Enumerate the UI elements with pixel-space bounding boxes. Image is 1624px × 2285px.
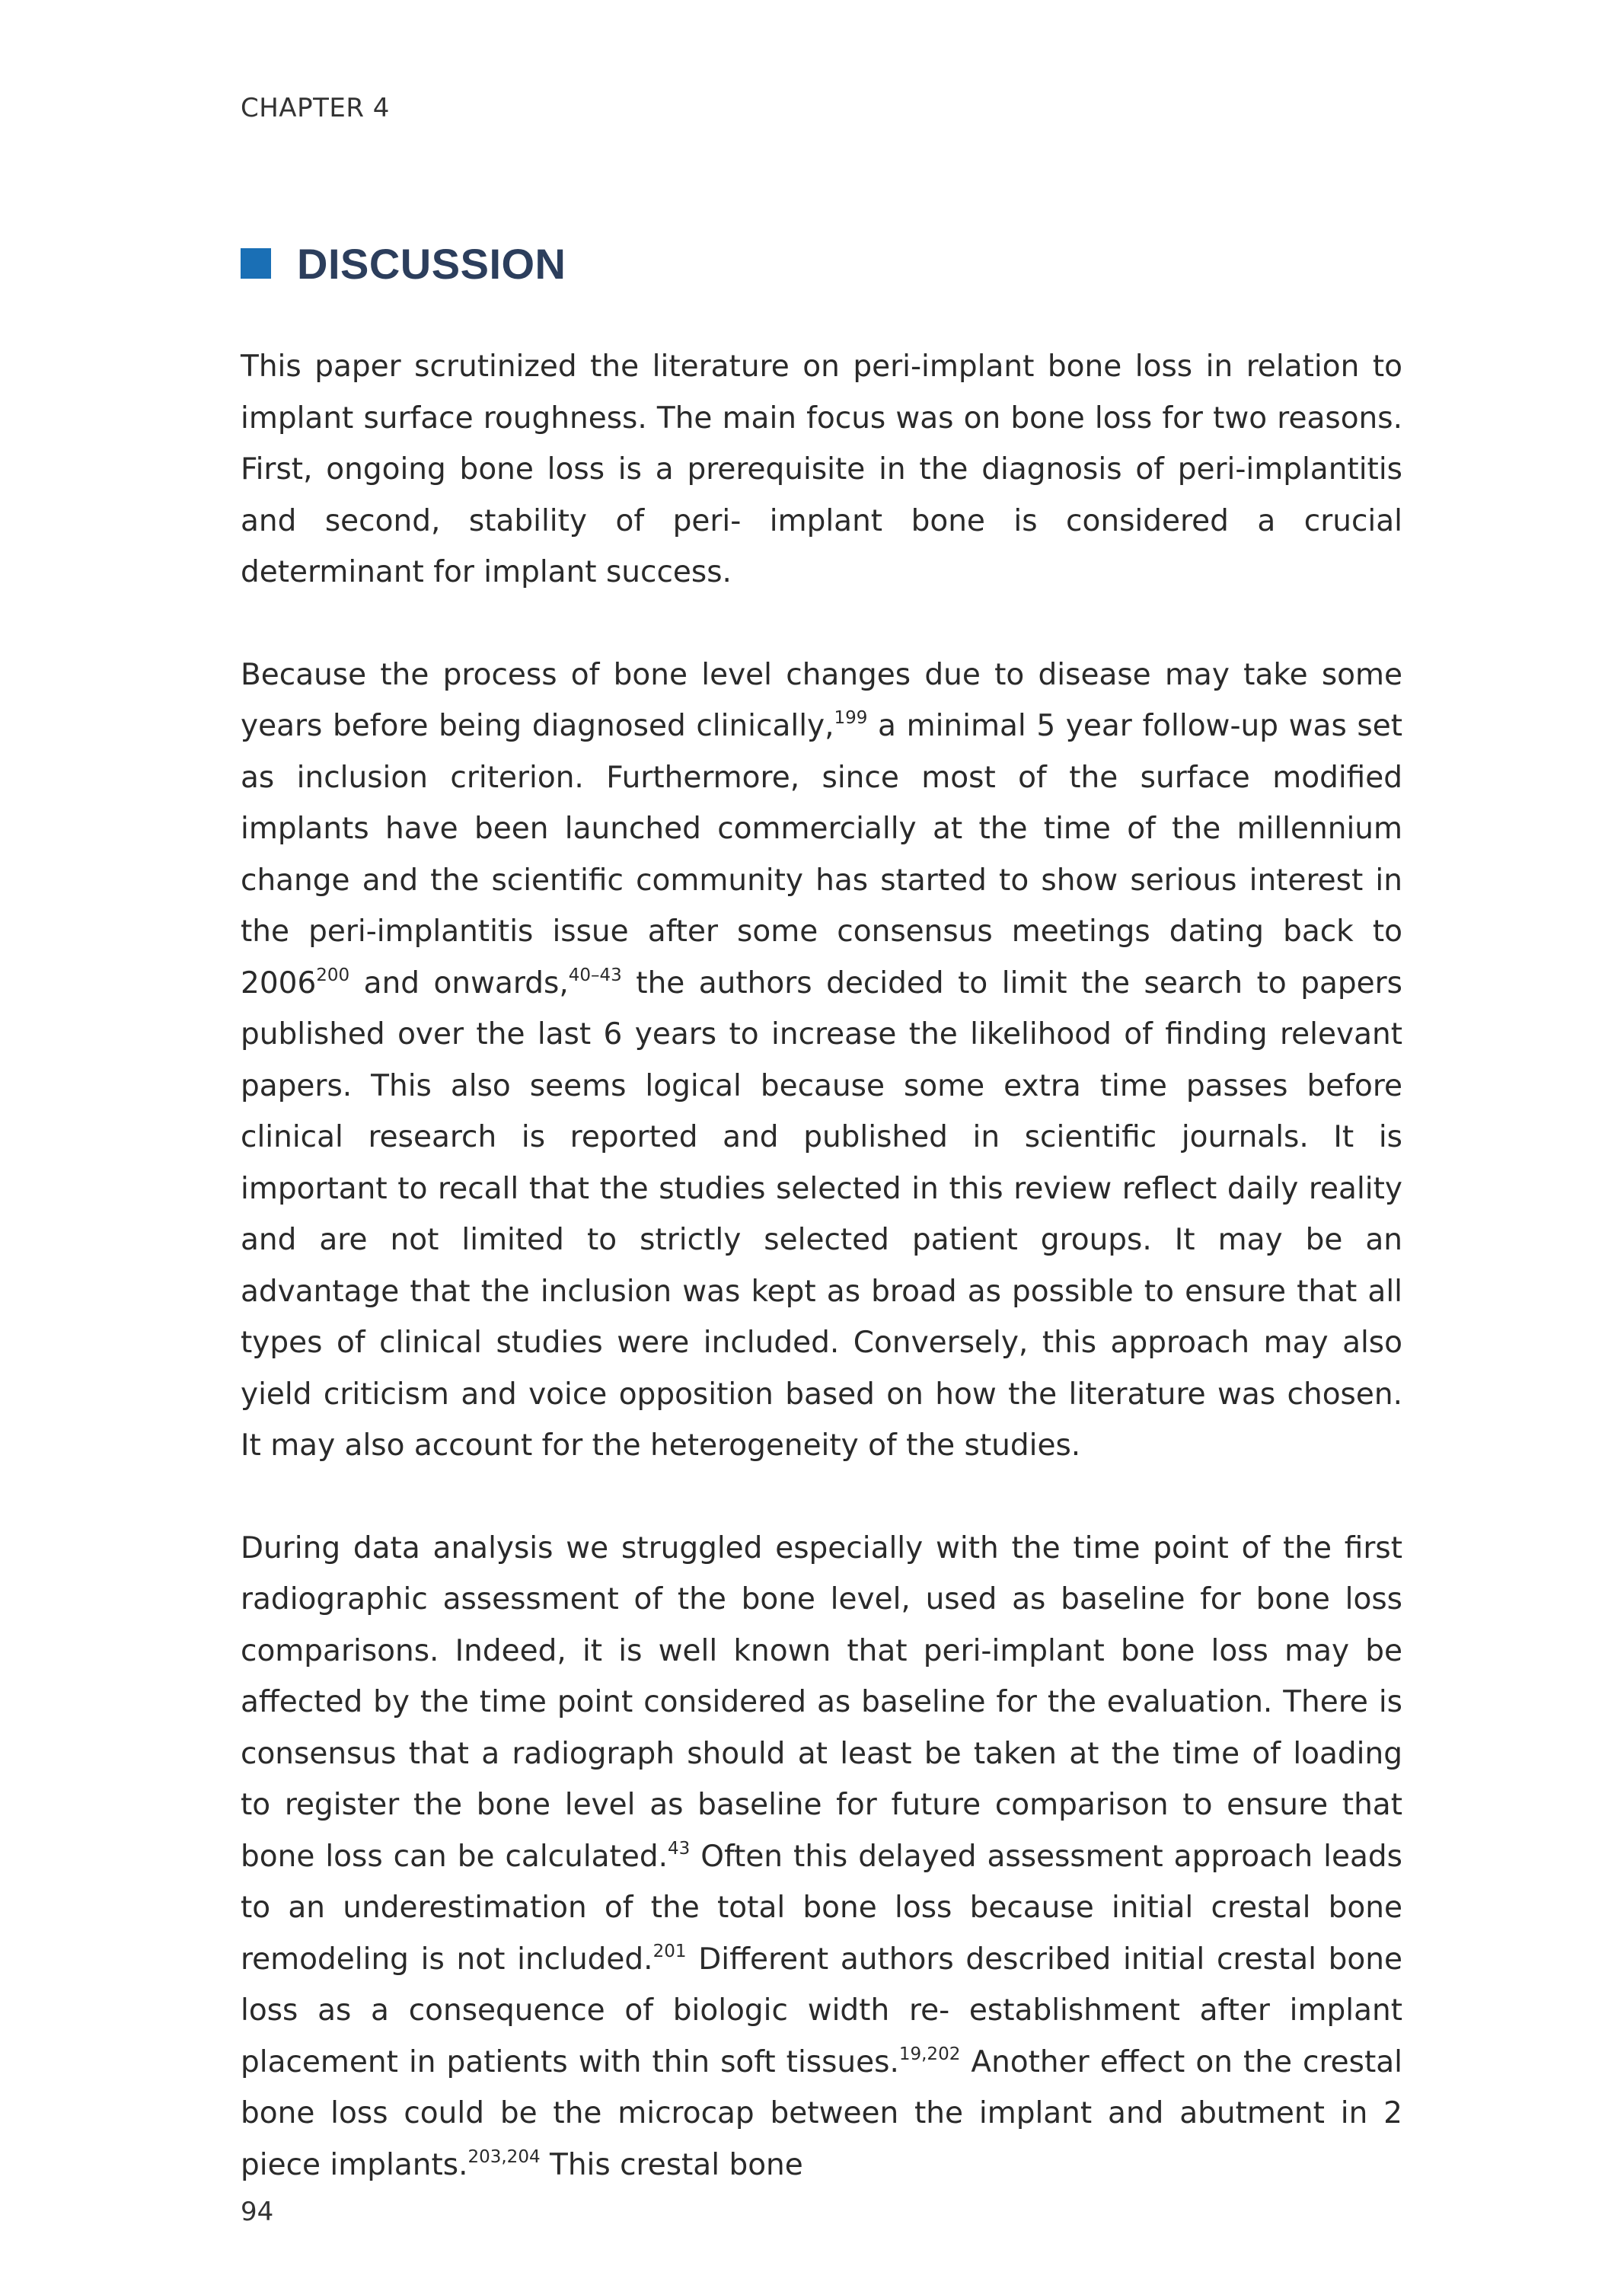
citation-superscript: 203,204 [467, 2146, 541, 2167]
running-head: CHAPTER 4 [241, 93, 390, 123]
section-title: DISCUSSION [297, 239, 566, 288]
text-run: This paper scrutinized the literature on peri-implant bone loss in relation to implant surface roughness. The main focus was on bone loss for two reasons. First, ongoing bone loss is a prerequisite in the diagnosis of peri-implantitis and second, stability of peri- implant bone is considered a crucial determinant for implant success. [241, 349, 1402, 589]
citation-superscript: 43 [668, 1838, 691, 1859]
page-number: 94 [241, 2197, 274, 2227]
text-run: Different authors described initial crestal bone loss as a consequence of biologic width re- establishment after implant placement in patients with thin soft tissues. [241, 1942, 1402, 2079]
text-run: During data analysis we struggled especially with the time point of the first radiographic assessment of the bone level, used as baseline for bone loss comparisons. Indeed, it is well known that peri-implant bone loss may be affected by the time point considered as baseline for the evaluation. There is consensus that a radiograph should at least be taken at the time of loading to register the bone level as baseline for future comparison to ensure that bone loss can be calculated. [241, 1530, 1402, 1874]
paragraph [241, 649, 1402, 1472]
body-text [241, 341, 1402, 2242]
paragraph [241, 1523, 1402, 2191]
section-heading [241, 233, 566, 294]
citation-superscript: 199 [834, 708, 868, 728]
text-run: This crestal bone [540, 2147, 803, 2182]
text-run: Often this delayed assessment approach leads to an underestimation of the total bone loss because initial crestal bone remodeling is not included. [241, 1839, 1402, 1977]
text-run: Because the process of bone level changes due to disease may take some years before being diagnosed clinically, [241, 657, 1402, 743]
citation-superscript: 19,202 [898, 2044, 961, 2064]
citation-superscript: 200 [316, 965, 350, 985]
text-run: Another effect on the crestal bone loss could be the microcap between the implant and abutment in 2 piece implants. [241, 2044, 1402, 2182]
citation-superscript: 201 [652, 1941, 687, 1961]
text-run: the authors decided to limit the search to papers published over the last 6 years to increase the likelihood of finding relevant papers. This also seems logical because some extra time passes before clinical research is reported and published in scientific journals. It is important to recall that the studies selected in this review reflect daily reality and are not limited to strictly selected patient groups. It may be an advantage that the inclusion was kept as broad as possible to ensure that all types of clinical studies were included. Conversely, this approach may also yield criticism and voice opposition based on how the literature was chosen. It may also account for the heterogeneity of the studies. [241, 965, 1402, 1463]
section-marker-square [241, 248, 271, 279]
text-run: and onwards, [349, 965, 569, 1000]
text-run: a minimal 5 year follow-up was set as inclusion criterion. Furthermore, since most of the surface modified implants have been launched commercially at the time of the millennium change and the scientific community has started to show serious interest in the peri-implantitis issue after some consensus meetings dating back to 2006 [241, 709, 1402, 1000]
paragraph [241, 341, 1402, 598]
citation-superscript: 40–43 [568, 965, 622, 985]
